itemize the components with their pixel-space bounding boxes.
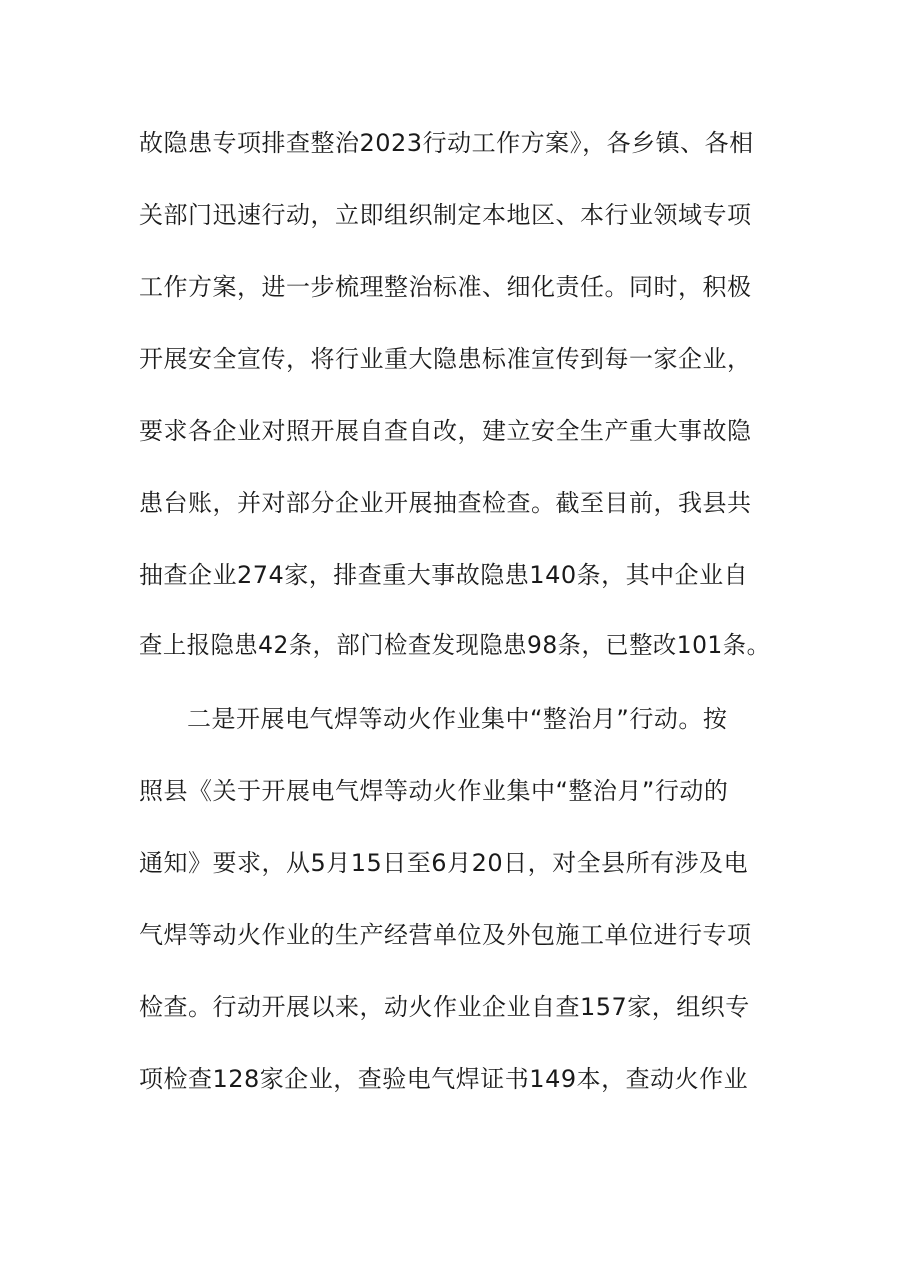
paragraph-2-line-3: 通知》要求，从5月15日至6月20日，对全县所有涉及电 — [139, 849, 749, 877]
paragraph-2-line-5: 检查。行动开展以来，动火作业企业自查157家，组织专 — [139, 993, 750, 1021]
paragraph-1-line-6: 患台账，并对部分企业开展抽查检查。截至目前，我县共 — [139, 489, 752, 517]
paragraph-1-line-7: 抽查企业274家，排查重大事故隐患140条，其中企业自 — [139, 561, 749, 589]
paragraph-1-line-3: 工作方案，进一步梳理整治标准、细化责任。同时，积极 — [139, 273, 752, 301]
paragraph-2-line-1: 二是开展电气焊等动火作业集中“整治月”行动。按 — [187, 705, 728, 733]
paragraph-1-line-8: 查上报隐患42条，部门检查发现隐患98条，已整改101条。 — [139, 631, 771, 659]
paragraph-2-line-4: 气焊等动火作业的生产经营单位及外包施工单位进行专项 — [139, 921, 752, 949]
paragraph-2-line-2: 照县《关于开展电气焊等动火作业集中“整治月”行动的 — [139, 777, 729, 805]
paragraph-1-line-1: 故隐患专项排查整治2023行动工作方案》，各乡镇、各相 — [139, 129, 754, 157]
paragraph-1-line-2: 关部门迅速行动，立即组织制定本地区、本行业领域专项 — [139, 201, 752, 229]
paragraph-1-line-4: 开展安全宣传，将行业重大隐患标准宣传到每一家企业， — [139, 345, 752, 373]
paragraph-1-line-5: 要求各企业对照开展自查自改，建立安全生产重大事故隐 — [139, 417, 752, 445]
paragraph-2-line-6: 项检查128家企业，查验电气焊证书149本，查动火作业 — [139, 1065, 749, 1093]
